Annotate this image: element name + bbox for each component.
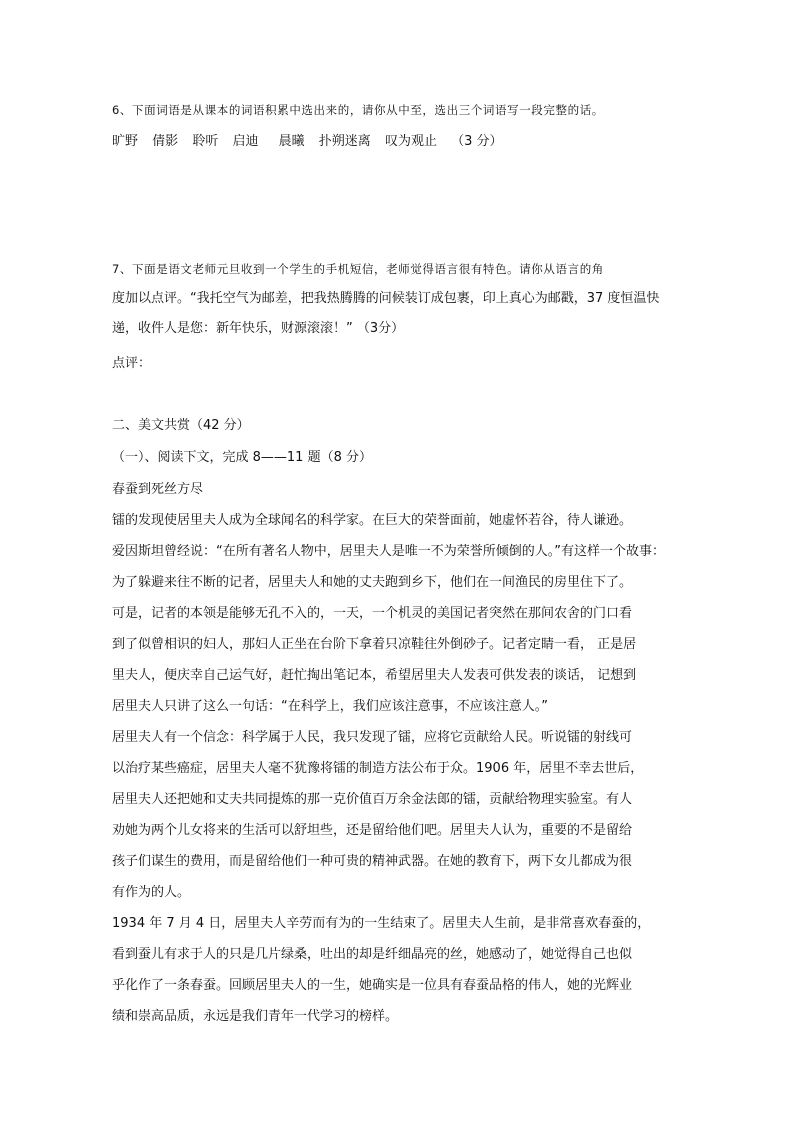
article-line: 居里夫人只讲了这么一句话：“在科学上，我们应该注意事，不应该注意人。”	[112, 699, 548, 714]
word-item: 叹为观止	[384, 134, 437, 149]
article-line: 绩和崇高品质，永远是我们青年一代学习的榜样。	[112, 1009, 399, 1024]
question-7-line-1: 7、下面是语文老师元旦收到一个学生的手机短信，老师觉得语言很有特色。请你从语言的角	[112, 262, 604, 276]
section-2-heading: 二、美文共赏（42 分）	[112, 418, 250, 433]
article-line: 爱因斯坦曾经说：“在所有著名人物中，居里夫人是唯一不为荣誉所倾倒的人。”有这样一个故事：	[112, 544, 665, 559]
question-7-line-3: 递，收件人是您：新年快乐，财源滚滚！” （3分）	[112, 321, 405, 336]
article-line: 为了躲避来往不断的记者，居里夫人和她的丈夫跑到乡下，他们在一间渔民的房里住下了。	[112, 575, 633, 590]
article-title: 春蚕到死丝方尽	[112, 482, 204, 497]
question-6-prompt: 6、下面词语是从课本的词语积累中选出来的，请你从中至，选出三个词语写一段完整的话。	[112, 103, 604, 117]
article-line: 乎化作了一条春蚕。回顾居里夫人的一生，她确实是一位具有春蚕品格的伟人，她的光辉业	[112, 978, 633, 993]
article-line: 居里夫人还把她和丈夫共同提炼的那一克价值百万余金法郎的镭，贡献给物理实验室。有人	[112, 792, 633, 807]
article-line: 到了似曾相识的妇人，那妇人正坐在台阶下拿着只凉鞋往外倒砂子。记者定睛一看， 正是居	[112, 637, 637, 652]
article-line: 以治疗某些癌症，居里夫人毫不犹豫将镭的制造方法公布于众。1906 年，居里不幸去世后，	[112, 761, 644, 776]
word-item: 旷野	[112, 134, 139, 149]
article-line: 可是，记者的本领是能够无孔不入的，一天，一个机灵的美国记者突然在那间农舍的门口看	[112, 606, 633, 621]
article-line: 孩子们谋生的费用，而是留给他们一种可贵的精神武器。在她的教育下，两下女儿都成为很	[112, 854, 633, 869]
article-line: 看到蚕儿有求于人的只是几片绿桑，吐出的却是纤细晶亮的丝，她感动了，她觉得自己也似	[112, 947, 633, 962]
question-6-word-list	[112, 133, 692, 151]
reading-subsection-title: （一）、阅读下文，完成 8——11 题（8 分）	[112, 450, 372, 465]
article-line: 里夫人，便庆幸自己运气好，赶忙掏出笔记本，希望居里夫人发表可供发表的谈话， 记想到	[112, 668, 637, 683]
word-item: 聆听	[192, 134, 219, 149]
question-6-score: （3 分）	[451, 134, 503, 149]
article-line: 劝她为两个儿女将来的生活可以舒坦些，还是留给他们吧。居里夫人认为，重要的不是留给	[112, 823, 633, 838]
article-line: 镭的发现使居里夫人成为全球闻名的科学家。在巨大的荣誉面前，她虚怀若谷，待人谦逊。	[112, 513, 633, 528]
word-item: 倩影	[152, 134, 179, 149]
article-line: 居里夫人有一个信念：科学属于人民，我只发现了镭，应将它贡献给人民。听说镭的射线可	[112, 730, 633, 745]
article-line: 有作为的人。	[112, 885, 191, 900]
word-item: 启迪	[232, 134, 259, 149]
word-item: 扑朔迷离	[318, 134, 371, 149]
word-item: 晨曦	[278, 134, 305, 149]
question-7-comment-label: 点评：	[112, 356, 152, 371]
question-7-line-2: 度加以点评。“我托空气为邮差，把我热腾腾的问候装订成包裹，印上真心为邮戳，37 度恒温快	[112, 291, 660, 306]
article-line: 1934 年 7 月 4 日，居里夫人辛劳而有为的一生结束了。居里夫人生前，是非常喜欢春蚕的，	[112, 916, 651, 931]
